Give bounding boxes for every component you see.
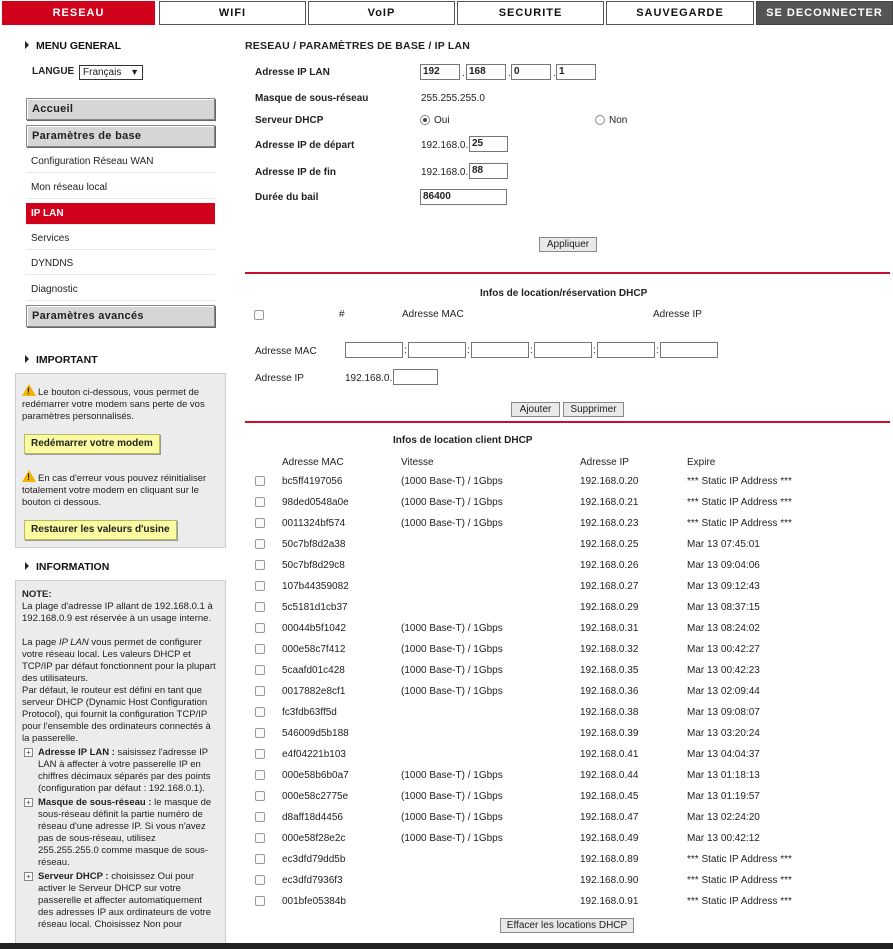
warning-icon: [22, 470, 36, 482]
end-ip-prefix: 192.168.0.: [421, 167, 469, 178]
client-ip: 192.168.0.25: [580, 539, 639, 550]
end-ip-input[interactable]: 88: [469, 163, 508, 179]
client-ip: 192.168.0.27: [580, 581, 639, 592]
note-p2-start: La page: [22, 637, 59, 648]
factory-reset-button[interactable]: Restaurer les valeurs d'usine: [24, 520, 177, 540]
table-row: [245, 619, 890, 640]
client-ip: 192.168.0.38: [580, 707, 639, 718]
client-mac: 000e58c7f412: [282, 644, 346, 655]
table-row: [245, 745, 890, 766]
restart-text: [22, 384, 222, 423]
reservation-ip-label: Adresse IP: [255, 373, 304, 384]
mac-separator: :: [530, 345, 533, 356]
row-select-checkbox[interactable]: [255, 623, 265, 633]
tab-reseau[interactable]: RESEAU: [2, 1, 155, 25]
client-mac: 50c7bf8d2a38: [282, 539, 346, 550]
client-expire: Mar 13 04:04:37: [687, 749, 760, 760]
row-select-checkbox[interactable]: [255, 476, 265, 486]
client-ip: 192.168.0.26: [580, 560, 639, 571]
client-expire: *** Static IP Address ***: [687, 476, 792, 487]
important-label: IMPORTANT: [36, 354, 98, 366]
table-row: [245, 808, 890, 829]
client-expire: Mar 13 01:19:57: [687, 791, 760, 802]
client-expire: Mar 13 09:08:07: [687, 707, 760, 718]
note-paragraph-2: [22, 637, 219, 685]
client-mac: 5c5181d1cb37: [282, 602, 348, 613]
section-divider: [245, 272, 890, 274]
client-ip: 192.168.0.29: [580, 602, 639, 613]
page-title: RESEAU / PARAMÈTRES DE BASE / IP LAN: [245, 40, 471, 52]
table-row: [245, 703, 890, 724]
important-title: [25, 354, 98, 366]
clear-leases-button[interactable]: Effacer les locations DHCP: [500, 918, 634, 933]
note-title: NOTE:: [22, 589, 52, 600]
table-row: [245, 829, 890, 850]
bullet-text: saisissez l'adresse IP LAN à affecter à votre passerelle IP en chiffres décimaux séparés par des points (configuration par défaut : 192.168.0.1).: [38, 747, 211, 794]
bullet-title: Adresse IP LAN :: [38, 747, 115, 758]
reservation-header-mac: Adresse MAC: [402, 309, 464, 320]
row-select-checkbox[interactable]: [255, 812, 265, 822]
table-row: [245, 514, 890, 535]
client-speed: (1000 Base-T) / 1Gbps: [401, 812, 503, 823]
mac-byte-2-input[interactable]: [408, 342, 466, 358]
menu-mon-reseau-local[interactable]: Mon réseau local: [26, 177, 215, 199]
client-mac: 5caafd01c428: [282, 665, 345, 676]
client-mac: 546009d5b188: [282, 728, 349, 739]
client-expire: Mar 13 02:24:20: [687, 812, 760, 823]
caret-down-icon: ▼: [130, 67, 139, 77]
row-select-checkbox[interactable]: [255, 854, 265, 864]
client-expire: Mar 13 00:42:23: [687, 665, 760, 676]
client-expire: Mar 13 07:45:01: [687, 539, 760, 550]
reservation-ip-prefix: 192.168.0.: [345, 373, 393, 384]
client-ip: 192.168.0.41: [580, 749, 639, 760]
lan-ip-octet-4[interactable]: 1: [556, 64, 596, 80]
client-ip: 192.168.0.89: [580, 854, 639, 865]
client-speed: (1000 Base-T) / 1Gbps: [401, 623, 503, 634]
ip-dot: .: [508, 68, 511, 79]
note-p2-end: vous permet de configurer votre réseau local. Les valeurs DHCP et TCP/IP par défaut fonctionnent pour la plupart des utilisateurs.: [22, 637, 216, 684]
start-ip-input[interactable]: 25: [469, 136, 508, 152]
mac-byte-4-input[interactable]: [534, 342, 592, 358]
row-select-checkbox[interactable]: [255, 875, 265, 885]
client-ip: 192.168.0.36: [580, 686, 639, 697]
client-ip: 192.168.0.32: [580, 644, 639, 655]
bullet-text: choisissez Oui pour activer le Serveur DHCP sur votre passerelle et affecter automatiquement des adresses IP aux ordinateurs de votre réseau local. Choisissez Non pour: [38, 871, 212, 930]
client-mac: 000e58b6b0a7: [282, 770, 349, 781]
apply-button[interactable]: Appliquer: [539, 237, 597, 252]
client-mac: 0017882e8cf1: [282, 686, 346, 697]
information-box: [15, 580, 226, 949]
row-select-checkbox[interactable]: [255, 791, 265, 801]
menu-services[interactable]: Services: [26, 228, 215, 250]
mac-separator: :: [467, 345, 470, 356]
row-select-checkbox[interactable]: [255, 518, 265, 528]
ip-dot: .: [553, 68, 556, 79]
dhcp-no-label: Non: [609, 115, 628, 126]
menu-parametres-avances[interactable]: Paramètres avancés: [26, 305, 215, 327]
client-speed: (1000 Base-T) / 1Gbps: [401, 518, 503, 529]
top-navigation: [0, 0, 893, 26]
client-mac: 98ded0548a0e: [282, 497, 349, 508]
arrow-right-icon: [25, 41, 29, 49]
client-mac: fc3fdb63ff5d: [282, 707, 337, 718]
client-expire: Mar 13 09:04:06: [687, 560, 760, 571]
dhcp-server-label: Serveur DHCP: [255, 115, 324, 126]
mac-byte-6-input[interactable]: [660, 342, 718, 358]
client-mac: 000e58f28e2c: [282, 833, 346, 844]
mac-separator: :: [656, 345, 659, 356]
table-row: [245, 661, 890, 682]
lease-input[interactable]: 86400: [420, 189, 507, 205]
expand-plus-icon: +: [24, 748, 33, 757]
client-mac: 001bfe05384b: [282, 896, 346, 907]
reservation-ip-input[interactable]: [393, 369, 438, 385]
end-ip-label: Adresse IP de fin: [255, 167, 336, 178]
client-mac: 00044b5f1042: [282, 623, 346, 634]
language-value: Français: [83, 67, 122, 78]
reservation-header-num: #: [339, 309, 345, 320]
table-row: [245, 871, 890, 892]
menu-dyndns[interactable]: DYNDNS: [26, 253, 215, 275]
row-select-checkbox[interactable]: [255, 581, 265, 591]
menu-diagnostic[interactable]: Diagnostic: [26, 279, 215, 301]
client-header-mac: Adresse MAC: [282, 457, 344, 468]
lan-ip-label: Adresse IP LAN: [255, 67, 330, 78]
arrow-right-icon: [25, 562, 29, 570]
row-select-checkbox[interactable]: [255, 728, 265, 738]
lease-label: Durée du bail: [255, 192, 319, 203]
subnet-value: 255.255.255.0: [421, 93, 485, 104]
client-header-speed: Vitesse: [401, 457, 434, 468]
row-select-checkbox[interactable]: [255, 560, 265, 570]
lan-ip-octet-1[interactable]: 192: [420, 64, 460, 80]
menu-general-label: MENU GENERAL: [36, 40, 122, 52]
row-select-checkbox[interactable]: [255, 539, 265, 549]
reservation-header-ip: Adresse IP: [653, 309, 702, 320]
table-row: [245, 598, 890, 619]
table-row: [245, 472, 890, 493]
client-expire: *** Static IP Address ***: [687, 497, 792, 508]
delete-button[interactable]: Supprimer: [563, 402, 624, 417]
client-expire: Mar 13 09:12:43: [687, 581, 760, 592]
warning-icon: [22, 384, 36, 396]
table-row: [245, 577, 890, 598]
client-ip: 192.168.0.49: [580, 833, 639, 844]
client-header-expire: Expire: [687, 457, 716, 468]
client-expire: Mar 13 00:42:12: [687, 833, 760, 844]
client-mac: 000e58c2775e: [282, 791, 349, 802]
client-ip: 192.168.0.21: [580, 497, 639, 508]
client-speed: (1000 Base-T) / 1Gbps: [401, 665, 503, 676]
tab-wifi[interactable]: WIFI: [159, 1, 306, 25]
row-select-checkbox[interactable]: [255, 707, 265, 717]
client-ip: 192.168.0.90: [580, 875, 639, 886]
mac-byte-1-input[interactable]: [345, 342, 403, 358]
clients-title: Infos de location client DHCP: [393, 435, 533, 446]
client-header-ip: Adresse IP: [580, 457, 629, 468]
client-mac: 107b44359082: [282, 581, 349, 592]
client-speed: (1000 Base-T) / 1Gbps: [401, 770, 503, 781]
information-label: INFORMATION: [36, 561, 110, 573]
client-mac: e4f04221b103: [282, 749, 346, 760]
client-ip: 192.168.0.23: [580, 518, 639, 529]
dhcp-yes-label: Oui: [434, 115, 450, 126]
row-select-checkbox[interactable]: [255, 644, 265, 654]
client-mac: 0011324bf574: [282, 518, 346, 529]
client-expire: Mar 13 00:42:27: [687, 644, 760, 655]
restart-modem-button[interactable]: Redémarrer votre modem: [24, 434, 160, 454]
row-select-checkbox[interactable]: [255, 749, 265, 759]
mac-byte-3-input[interactable]: [471, 342, 529, 358]
arrow-right-icon: [25, 355, 29, 363]
table-row: [245, 640, 890, 661]
row-select-checkbox[interactable]: [255, 602, 265, 612]
client-ip: 192.168.0.20: [580, 476, 639, 487]
client-speed: (1000 Base-T) / 1Gbps: [401, 791, 503, 802]
information-title: [25, 561, 109, 573]
dhcp-no-radio[interactable]: [595, 115, 605, 125]
note-bullet: [22, 797, 219, 869]
menu-accueil[interactable]: Accueil: [26, 98, 215, 120]
client-mac: ec3dfd7936f3: [282, 875, 343, 886]
client-expire: Mar 13 02:09:44: [687, 686, 760, 697]
add-button[interactable]: Ajouter: [511, 402, 560, 417]
expand-plus-icon: +: [24, 872, 33, 881]
language-select[interactable]: [79, 65, 143, 80]
client-ip: 192.168.0.31: [580, 623, 639, 634]
note-bullet: [22, 871, 219, 931]
client-speed: (1000 Base-T) / 1Gbps: [401, 686, 503, 697]
tab-voip[interactable]: VoIP: [308, 1, 455, 25]
client-speed: (1000 Base-T) / 1Gbps: [401, 497, 503, 508]
mac-separator: :: [593, 345, 596, 356]
bullet-text: le masque de sous-réseau définit la partie numéro de réseau d'une adresse IP. Si vous n'avez pas de sous-réseau, utilisez 255.255.255.0 comme masque de sous-réseau.: [38, 797, 212, 868]
client-expire: Mar 13 08:24:02: [687, 623, 760, 634]
menu-configuration-reseau-wan[interactable]: Configuration Réseau WAN: [26, 151, 215, 173]
language-label: LANGUE: [32, 66, 75, 77]
start-ip-label: Adresse IP de départ: [255, 140, 355, 151]
table-row: [245, 850, 890, 871]
tab-se-deconnecter[interactable]: SE DECONNECTER: [756, 1, 893, 25]
subnet-label: Masque de sous-réseau: [255, 93, 369, 104]
client-expire: Mar 13 01:18:13: [687, 770, 760, 781]
reset-text: [22, 470, 225, 509]
client-mac: bc5ff4197056: [282, 476, 343, 487]
row-select-checkbox[interactable]: [255, 770, 265, 780]
row-select-checkbox[interactable]: [255, 665, 265, 675]
client-expire: Mar 13 03:20:24: [687, 728, 760, 739]
table-row: [245, 556, 890, 577]
mac-separator: :: [404, 345, 407, 356]
menu-ip-lan[interactable]: IP LAN: [26, 203, 215, 225]
client-ip: 192.168.0.35: [580, 665, 639, 676]
reset-text-content: En cas d'erreur vous pouvez réinitialiser totalement votre modem en cliquant sur le bouton ci dessous.: [22, 473, 207, 508]
menu-parametres-de-base[interactable]: Paramètres de base: [26, 125, 215, 147]
client-speed: (1000 Base-T) / 1Gbps: [401, 833, 503, 844]
client-ip: 192.168.0.44: [580, 770, 639, 781]
dhcp-yes-radio[interactable]: [420, 115, 430, 125]
expand-plus-icon: +: [24, 798, 33, 807]
important-box: [15, 373, 226, 548]
client-ip: 192.168.0.91: [580, 896, 639, 907]
note-p2-emphasis: IP LAN: [58, 637, 89, 648]
reservation-mac-label: Adresse MAC: [255, 346, 317, 357]
client-expire: Mar 13 08:37:15: [687, 602, 760, 613]
table-row: [245, 493, 890, 514]
note-paragraph-3: Par défaut, le routeur est défini en tant que serveur DHCP (Dynamic Host Configuration Protocol), qui fournit la configuration TCP/IP pour l'ensemble des ordinateurs connectés à la passerelle.: [22, 685, 211, 744]
ip-dot: .: [462, 68, 465, 79]
client-ip: 192.168.0.39: [580, 728, 639, 739]
table-row: [245, 766, 890, 787]
tab-sauvegarde[interactable]: SAUVEGARDE: [606, 1, 754, 25]
note-paragraph-1: La plage d'adresse IP allant de 192.168.0.1 à 192.168.0.9 est réservée à un usage interne.: [22, 601, 213, 624]
section-divider: [245, 421, 890, 423]
table-row: [245, 535, 890, 556]
row-select-checkbox[interactable]: [255, 497, 265, 507]
row-select-checkbox[interactable]: [255, 896, 265, 906]
client-expire: *** Static IP Address ***: [687, 854, 792, 865]
table-row: [245, 892, 890, 913]
note-bullet: [22, 747, 219, 795]
row-select-checkbox[interactable]: [255, 833, 265, 843]
client-speed: (1000 Base-T) / 1Gbps: [401, 476, 503, 487]
lan-ip-octet-2[interactable]: 168: [466, 64, 506, 80]
lan-ip-octet-3[interactable]: 0: [511, 64, 551, 80]
client-mac: 50c7bf8d29c8: [282, 560, 345, 571]
table-row: [245, 787, 890, 808]
restart-text-content: Le bouton ci-dessous, vous permet de redémarrer votre modem sans perte de vos paramètres personnalisés.: [22, 387, 205, 422]
mac-byte-5-input[interactable]: [597, 342, 655, 358]
client-expire: *** Static IP Address ***: [687, 875, 792, 886]
start-ip-prefix: 192.168.0.: [421, 140, 469, 151]
window-bottom-edge: [0, 943, 893, 949]
bullet-title: Masque de sous-réseau :: [38, 797, 152, 808]
reservation-title: Infos de location/réservation DHCP: [480, 288, 648, 299]
bullet-title: Serveur DHCP :: [38, 871, 109, 882]
client-mac: ec3dfd79dd5b: [282, 854, 346, 865]
select-all-reservations-checkbox[interactable]: [254, 310, 264, 320]
menu-general-title: [25, 40, 121, 52]
tab-securite[interactable]: SECURITE: [457, 1, 604, 25]
client-ip: 192.168.0.47: [580, 812, 639, 823]
client-expire: *** Static IP Address ***: [687, 896, 792, 907]
client-speed: (1000 Base-T) / 1Gbps: [401, 644, 503, 655]
client-ip: 192.168.0.45: [580, 791, 639, 802]
client-mac: d8aff18d4456: [282, 812, 343, 823]
table-row: [245, 682, 890, 703]
table-row: [245, 724, 890, 745]
row-select-checkbox[interactable]: [255, 686, 265, 696]
client-expire: *** Static IP Address ***: [687, 518, 792, 529]
